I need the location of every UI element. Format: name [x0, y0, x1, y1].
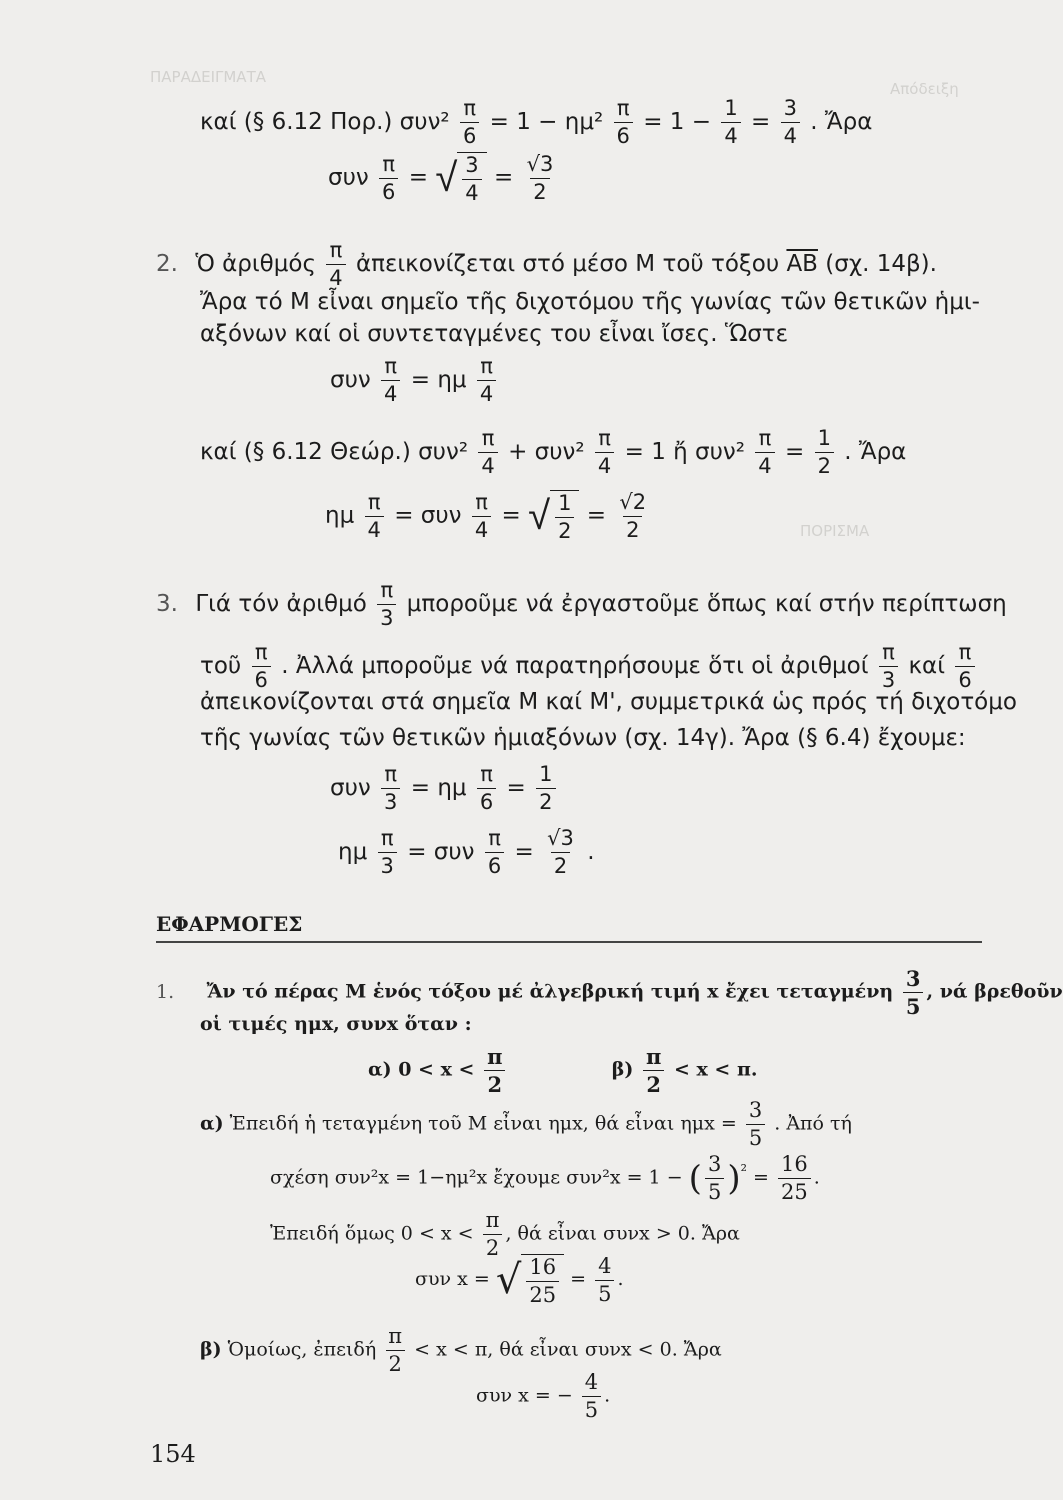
line-theorem-6-12 — [200, 428, 906, 477]
numerator: 3 — [748, 1098, 763, 1122]
equation-cos-pi3 — [330, 764, 559, 813]
numerator: π — [463, 96, 476, 120]
denominator: 3 — [381, 788, 400, 813]
text: (σχ. 14β). — [825, 251, 937, 277]
denominator: 4 — [477, 380, 496, 405]
text: καί (§ 6.12 Θεώρ.) συν² — [200, 439, 469, 465]
text: < x < π. — [673, 1058, 758, 1081]
denominator: 3 — [879, 666, 898, 691]
solution-a-line — [200, 1100, 852, 1149]
fraction-pi-4 — [755, 428, 774, 477]
section-3-line-2 — [200, 642, 978, 691]
cases-line — [368, 1046, 758, 1095]
text: < x < π, θά εἶναι συνx < 0. Ἄρα — [414, 1338, 722, 1361]
numerator: 1 — [724, 96, 738, 120]
section-2-text-1: Ἄρα τό Μ εἶναι σημεῖο τῆς διχοτόμου τῆς γωνίας τῶν θετικῶν ἡμι- — [200, 289, 980, 315]
text: = ημ — [410, 367, 467, 393]
fraction-pi-3 — [377, 580, 396, 629]
denominator: 4 — [781, 122, 800, 147]
text: τοῦ — [200, 653, 242, 679]
fraction-root2-2 — [616, 489, 649, 542]
numerator: 3 — [783, 96, 797, 120]
fraction-pi-4 — [381, 356, 400, 405]
text: = — [586, 502, 607, 529]
fraction-3-4 — [462, 155, 481, 204]
denominator: 2 — [815, 452, 834, 477]
denominator: 6 — [955, 666, 974, 691]
denominator: 4 — [326, 264, 345, 289]
fraction-root3-2 — [524, 151, 557, 204]
paren-close: ) — [727, 1158, 741, 1199]
numerator: 1 — [558, 491, 572, 515]
numerator: 1 — [817, 426, 831, 450]
text: Ἄν τό πέρας Μ ἑνός τόξου μέ ἀλγεβρική τιμή x ἔχει τεταγμένη — [206, 980, 894, 1003]
text: καί — [908, 653, 945, 679]
denominator: 5 — [903, 992, 924, 1017]
fraction-pi-3 — [381, 764, 400, 813]
numerator: π — [388, 1324, 403, 1348]
fraction-3-4 — [781, 98, 800, 147]
numerator: √3 — [526, 151, 554, 176]
text: = — [506, 775, 526, 801]
numerator: 3 — [905, 966, 921, 991]
fraction-pi-4 — [595, 428, 614, 477]
denominator: 25 — [526, 1281, 559, 1306]
numerator: π — [616, 96, 630, 120]
numerator: π — [380, 578, 394, 602]
text: συν — [328, 164, 369, 191]
text: = 1 ἤ συν² — [624, 439, 745, 465]
fraction-pi-6 — [477, 764, 496, 813]
numerator: 3 — [465, 153, 479, 177]
numerator: π — [487, 1044, 503, 1069]
text: μποροῦμε νά ἐργαστοῦμε ὅπως καί στήν περίπτωση — [406, 591, 1007, 617]
numerator: 16 — [529, 1255, 557, 1279]
fraction-3-5 — [705, 1154, 724, 1203]
fraction-4-5 — [582, 1372, 601, 1421]
denominator: 6 — [460, 122, 479, 147]
denominator: 4 — [365, 516, 384, 541]
text: = — [501, 502, 521, 529]
numerator: π — [329, 238, 343, 262]
fraction-1-2 — [536, 764, 555, 813]
denominator: 4 — [721, 122, 740, 147]
denominator: 5 — [746, 1124, 765, 1149]
exponent: ² — [740, 1161, 747, 1181]
radical-sign: √ — [528, 493, 551, 539]
case-a: α) 0 < x < — [368, 1058, 475, 1081]
denominator: 6 — [252, 666, 271, 691]
text: ἀπεικονίζεται στό μέσο Μ τοῦ τόξου — [355, 251, 780, 277]
numerator: √3 — [547, 826, 574, 850]
equation-cos-x-b — [476, 1372, 610, 1421]
text: Ἐπειδή ἡ τεταγμένη τοῦ Μ εἶναι ημx, θά εἶναι ημx = — [229, 1112, 737, 1135]
solution-label: α) — [200, 1112, 224, 1135]
text: = 1 − — [643, 109, 711, 135]
denominator: 3 — [377, 604, 396, 629]
text: . Ἀπό τή — [774, 1112, 852, 1135]
fraction-pi-6 — [460, 98, 479, 147]
numerator: π — [488, 826, 501, 850]
denominator: 2 — [551, 852, 570, 877]
numerator: π — [475, 489, 488, 514]
equation-cos-pi6 — [328, 152, 559, 204]
fraction-pi-4 — [365, 489, 384, 542]
solution-label: β) — [200, 1338, 222, 1361]
numerator: π — [254, 640, 268, 664]
text: , νά βρεθοῦν — [926, 980, 1063, 1003]
fraction-pi-2 — [483, 1210, 503, 1259]
denominator: 4 — [755, 452, 774, 477]
denominator: 2 — [536, 788, 555, 813]
fraction-pi-2 — [643, 1046, 664, 1095]
section-3-line — [156, 580, 1007, 629]
text: , θά εἶναι συνx > 0. Ἄρα — [505, 1222, 740, 1245]
line-cos-squared-pi6 — [200, 98, 872, 147]
numerator: π — [485, 1208, 500, 1232]
fraction-root3-2 — [544, 828, 577, 877]
fraction-pi-6 — [379, 151, 398, 204]
text: = — [514, 839, 534, 865]
text: = — [493, 164, 514, 191]
fraction-pi-2 — [385, 1326, 405, 1375]
bleed-word-right: Απόδειξη — [890, 80, 959, 98]
numerator: 4 — [598, 1253, 612, 1278]
text: συν — [330, 775, 371, 801]
equation-cos-eq-sin-pi4 — [330, 356, 499, 405]
solution-a-line-2 — [270, 1154, 820, 1203]
numerator: π — [384, 354, 398, 378]
radicand — [521, 1254, 564, 1306]
bleed-heading: ΠΑΡΑΔΕΙΓΜΑΤΑ — [150, 68, 266, 86]
denominator: 5 — [705, 1178, 724, 1203]
text: = συν — [394, 502, 462, 529]
arc-ab: $\overline{AB}$ — [786, 251, 818, 277]
solution-a-line-3 — [270, 1210, 740, 1259]
fraction-pi-4 — [477, 356, 496, 405]
denominator: 4 — [381, 380, 400, 405]
denominator: 6 — [477, 788, 496, 813]
solution-b-line — [200, 1326, 722, 1375]
fraction-1-2 — [555, 493, 574, 542]
fraction-pi-2 — [484, 1046, 505, 1095]
text: . — [617, 1268, 624, 1290]
section-number: 3. — [156, 591, 178, 617]
text: Ὁμοίως, ἐπειδή — [227, 1338, 377, 1361]
numerator: π — [598, 426, 611, 450]
denominator: 3 — [378, 852, 397, 877]
page-number: 154 — [150, 1440, 196, 1468]
text: συν — [330, 367, 371, 393]
application-number: 1. — [156, 980, 175, 1003]
text: = — [784, 439, 805, 465]
fraction-16-25 — [778, 1154, 811, 1203]
section-number: 2. — [156, 251, 178, 277]
fraction-4-5 — [595, 1253, 614, 1306]
numerator: π — [367, 489, 381, 514]
numerator: π — [380, 826, 394, 850]
fraction-pi-4 — [472, 489, 491, 542]
section-3-text-1: ἀπεικονίζονται στά σημεῖα Μ καί Μ', συμμετρικά ὡς πρός τή διχοτόμο — [200, 689, 1017, 715]
text: Γιά τόν ἀριθμό — [195, 591, 367, 617]
numerator: π — [480, 354, 493, 378]
denominator: 2 — [386, 1350, 405, 1375]
text: . Ἄρα — [810, 109, 873, 135]
fraction-pi-3 — [879, 642, 898, 691]
radical-sign: √ — [435, 155, 458, 201]
paren-open: ( — [688, 1158, 702, 1199]
text: ημ — [325, 502, 355, 529]
text: ημ — [338, 839, 368, 865]
denominator: 4 — [472, 516, 491, 541]
section-header: ΕΦΑΡΜΟΓΕΣ — [156, 912, 303, 936]
radicand — [550, 490, 579, 542]
text: = ημ — [410, 775, 467, 801]
section-3-text-2: τῆς γωνίας τῶν θετικῶν ἡμιαξόνων (σχ. 14γ). Ἄρα (§ 6.4) ἔχουμε: — [200, 725, 966, 751]
text: = — [751, 109, 771, 135]
text: = — [570, 1268, 587, 1290]
text: . — [604, 1384, 611, 1407]
denominator: 6 — [614, 122, 633, 147]
text: Ὁ ἀριθμός — [195, 251, 316, 277]
denominator: 2 — [484, 1070, 505, 1095]
denominator: 6 — [485, 852, 504, 877]
numerator: 1 — [539, 762, 553, 786]
equation-sin-cos-pi4 — [325, 490, 652, 542]
denominator: 4 — [478, 452, 497, 477]
denominator: 25 — [778, 1178, 811, 1203]
text: . — [587, 839, 595, 865]
fraction-pi-3 — [378, 828, 397, 877]
denominator: 4 — [462, 179, 481, 204]
bleed-word-left: ΠΟΡΙΣΜΑ — [800, 522, 870, 540]
fraction-pi-6 — [614, 98, 633, 147]
text: σχέση συν²x = 1−ημ²x ἔχουμε συν²x = 1 − — [270, 1166, 683, 1189]
numerator: 3 — [707, 1152, 722, 1176]
numerator: π — [882, 640, 895, 664]
case-b: β) — [611, 1058, 634, 1081]
numerator: 16 — [780, 1152, 808, 1176]
text: . Ἀλλά μποροῦμε νά παρατηρήσουμε ὅτι οἱ ἀριθμοί — [281, 653, 869, 679]
denominator: 2 — [483, 1234, 502, 1259]
text: = συν — [407, 839, 475, 865]
fraction-3-5 — [746, 1100, 765, 1149]
application-1-line-2: οἱ τιμές ημx, συνx ὅταν : — [200, 1013, 472, 1035]
fraction-1-2 — [815, 428, 834, 477]
section-2-line — [156, 240, 937, 289]
text: . — [813, 1166, 820, 1189]
text: συν x = — [415, 1268, 490, 1290]
numerator: 4 — [584, 1370, 599, 1394]
fraction-pi-6 — [252, 642, 271, 691]
section-2-text-2: αξόνων καί οἱ συντεταγμένες του εἶναι ἴσες. Ὥστε — [200, 321, 789, 347]
text: . Ἄρα — [844, 439, 907, 465]
fraction-16-25 — [526, 1257, 559, 1306]
numerator: π — [958, 640, 972, 664]
denominator: 6 — [379, 178, 398, 203]
fraction-pi-6 — [955, 642, 974, 691]
radicand — [457, 152, 486, 204]
denominator: 4 — [595, 452, 614, 477]
fraction-1-4 — [721, 98, 740, 147]
text: καί (§ 6.12 Πορ.) συν² — [200, 109, 450, 135]
equation-cos-x-a — [415, 1254, 624, 1306]
text: + συν² — [508, 439, 585, 465]
text: Ἐπειδή ὅμως 0 < x < — [270, 1222, 474, 1245]
denominator: 2 — [530, 178, 549, 203]
text: συν x = − — [476, 1384, 573, 1407]
text: = 1 − ημ² — [489, 109, 604, 135]
numerator: π — [645, 1044, 662, 1069]
fraction-3-5 — [903, 968, 924, 1017]
denominator: 5 — [595, 1280, 614, 1305]
numerator: π — [480, 762, 493, 786]
fraction-pi-4 — [478, 428, 497, 477]
denominator: 5 — [582, 1396, 601, 1421]
numerator: √2 — [619, 489, 647, 514]
numerator: π — [384, 762, 398, 786]
numerator: π — [758, 426, 772, 450]
denominator: 2 — [643, 1070, 664, 1095]
text: = — [752, 1166, 769, 1189]
numerator: π — [382, 151, 396, 176]
text: = — [408, 164, 429, 191]
fraction-pi-4 — [326, 240, 345, 289]
numerator: π — [481, 426, 495, 450]
fraction-pi-6 — [485, 828, 504, 877]
denominator: 2 — [555, 517, 574, 542]
header-rule — [156, 941, 982, 943]
denominator: 2 — [623, 516, 642, 541]
radical-sign: √ — [495, 1257, 522, 1303]
equation-sin-pi3 — [338, 828, 595, 877]
